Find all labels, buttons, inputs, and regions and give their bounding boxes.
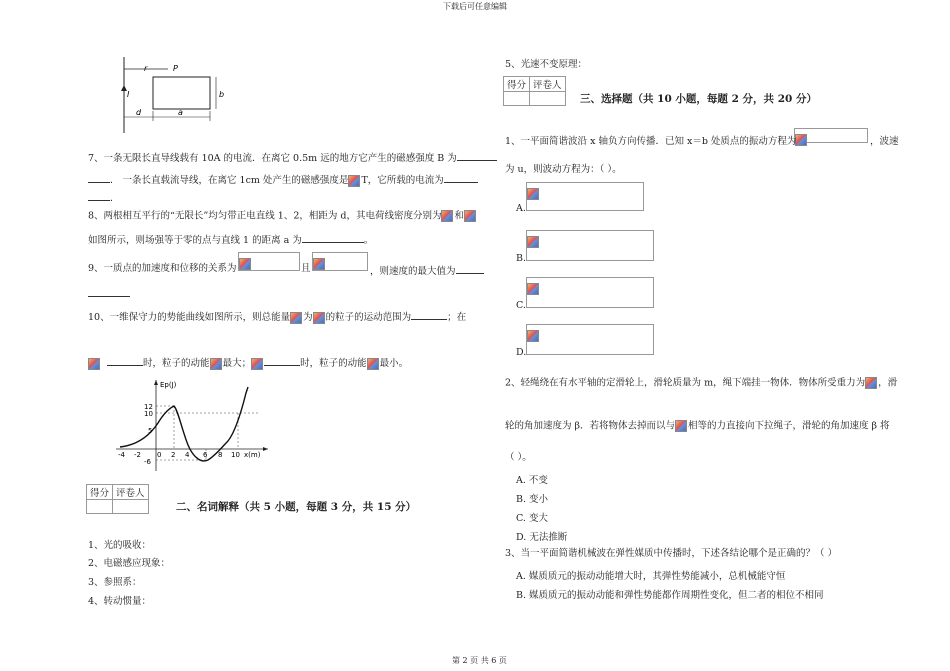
- ytick: 10: [144, 410, 153, 418]
- score-table: [503, 76, 566, 106]
- formula-image-icon: [865, 377, 878, 389]
- q2-option-d[interactable]: D. 无法推断: [516, 532, 568, 543]
- label-b: b: [219, 90, 225, 99]
- graph-xlabel: x(m): [244, 451, 261, 459]
- formula-box: [794, 128, 868, 143]
- xtick: 8: [218, 451, 223, 459]
- section-2-title: 二、名词解释（共 5 小题，每题 3 分，共 15 分）: [176, 501, 417, 513]
- ytick: 12: [144, 403, 153, 411]
- label-a: a: [178, 108, 183, 117]
- q3-option-b[interactable]: B. 媒质质元的振动动能和弹性势能都作周期性变化，但二者的相位不相同: [516, 590, 824, 601]
- xtick: 4: [185, 451, 190, 459]
- q8-line2: 如图所示，则场强等于零的点与直线 1 的距离 a 为 。: [88, 232, 373, 247]
- option-d[interactable]: D.: [516, 347, 527, 358]
- q7-line1: 7、一条无限长直导线载有 10A 的电流．在离它 0.5m 远的地方它产生的磁感强度 B 为: [88, 150, 497, 165]
- potential-energy-graph: [108, 375, 278, 475]
- formula-image-icon: [464, 210, 477, 222]
- formula-image-icon: [348, 175, 361, 187]
- term-item: 2、电磁感应现象：: [88, 558, 171, 569]
- q9-line2: [88, 286, 130, 301]
- formula-image-icon: [290, 312, 303, 324]
- q2-option-b[interactable]: B. 变小: [516, 494, 549, 505]
- q1-line1a: 1、一平面简谐波沿 x 轴负方向传播．已知 x＝b 处质点的振动方程为: [505, 136, 797, 147]
- q1-line1b: ，波速: [870, 136, 899, 147]
- score-label: 得分: [504, 77, 530, 92]
- item-5: 5、光速不变原理：: [505, 59, 588, 70]
- page-footer: 第 2 页 共 6 页: [452, 656, 507, 665]
- q1-line2: 为 u，则波动方程为：（ ）。: [505, 164, 622, 175]
- q10-line1: 10、一维保守力的势能曲线如图所示，则总能量 为 的粒子的运动范围为 ；在: [88, 309, 466, 324]
- page-header: 下载后可任意编辑: [443, 2, 507, 11]
- option-b-formula-box: [526, 230, 654, 261]
- q8-line1: 8、两根相互平行的“无限长”均匀带正电直线 1、2，相距为 d，其电荷线密度分别为 和: [88, 210, 477, 223]
- option-a[interactable]: A.: [516, 203, 526, 214]
- label-P: P: [173, 64, 178, 73]
- q3-line1: 3、当一平面简谐机械波在弹性媒质中传播时，下述各结论哪个是正确的？（ ）: [505, 548, 838, 559]
- graph-ylabel: Ep(J): [160, 381, 177, 389]
- formula-box: [312, 252, 368, 271]
- q2-option-a[interactable]: A. 不变: [516, 475, 548, 486]
- option-c-formula-box: [526, 277, 654, 308]
- formula-image-icon: [313, 312, 326, 324]
- ytick: 5: [148, 427, 153, 435]
- grader-label: 评卷人: [530, 77, 566, 92]
- blank: [107, 355, 143, 366]
- blank: [456, 263, 484, 274]
- label-r: r: [144, 64, 148, 73]
- score-table: [86, 484, 149, 514]
- q10-line2: 时，粒子的动能 最大； 时，粒子的动能 最小。: [88, 355, 408, 370]
- q2-line2: 轮的角加速度为 β．若将物体去掉而以与 相等的力直接向下拉绳子，滑轮的角加速度 β 将: [505, 420, 890, 432]
- q7-line3: ．: [88, 190, 120, 205]
- grader-label: 评卷人: [113, 485, 149, 500]
- option-c[interactable]: C.: [516, 300, 526, 311]
- xtick: -4: [118, 451, 125, 459]
- label-d: d: [136, 108, 142, 117]
- q2-option-c[interactable]: C. 变大: [516, 513, 548, 524]
- formula-image-icon: [675, 420, 688, 432]
- q2-line1: 2、轻绳绕在有水平轴的定滑轮上，滑轮质量为 m，绳下端挂一物体．物体所受重力为 ，滑: [505, 377, 898, 389]
- q7-line2: ． 一条长直载流导线，在离它 1cm 处产生的磁感强度是 T，它所载的电流为: [88, 172, 478, 187]
- term-item: 3、参照系：: [88, 577, 142, 588]
- q9-line1c: ，则速度的最大值为: [370, 263, 484, 278]
- blank: [411, 309, 447, 320]
- xtick: 10: [231, 451, 240, 459]
- formula-image-icon: [367, 358, 380, 370]
- formula-box: [238, 252, 300, 271]
- score-label: 得分: [87, 485, 113, 500]
- xtick: 6: [203, 451, 208, 459]
- blank: [264, 355, 300, 366]
- xtick: 0: [157, 451, 162, 459]
- formula-image-icon: [88, 358, 101, 370]
- wire-loop-figure: [118, 55, 228, 135]
- q9-line1b: 且: [301, 263, 311, 274]
- formula-image-icon: [210, 358, 223, 370]
- q3-option-a[interactable]: A. 媒质质元的振动动能增大时，其弹性势能减小，总机械能守恒: [516, 571, 786, 582]
- blank: [302, 232, 364, 243]
- xtick: -2: [134, 451, 141, 459]
- term-item: 4、转动惯量：: [88, 596, 152, 607]
- formula-image-icon: [251, 358, 264, 370]
- blank: [444, 172, 478, 183]
- xtick: 2: [171, 451, 176, 459]
- blank: [88, 286, 130, 297]
- option-a-formula-box: [526, 182, 644, 211]
- ytick: -6: [144, 458, 151, 466]
- option-b[interactable]: B.: [516, 253, 527, 264]
- blank: [88, 172, 110, 183]
- blank: [88, 190, 110, 201]
- q2-line3: （ ）。: [505, 452, 532, 463]
- label-I: I: [127, 90, 130, 99]
- blank: [457, 150, 497, 161]
- section-3-title: 三、选择题（共 10 小题，每题 2 分，共 20 分）: [580, 93, 817, 105]
- q9-line1a: 9、一质点的加速度和位移的关系为: [88, 263, 237, 274]
- term-item: 1、光的吸收：: [88, 540, 152, 551]
- option-d-formula-box: [526, 324, 654, 355]
- formula-image-icon: [441, 210, 454, 222]
